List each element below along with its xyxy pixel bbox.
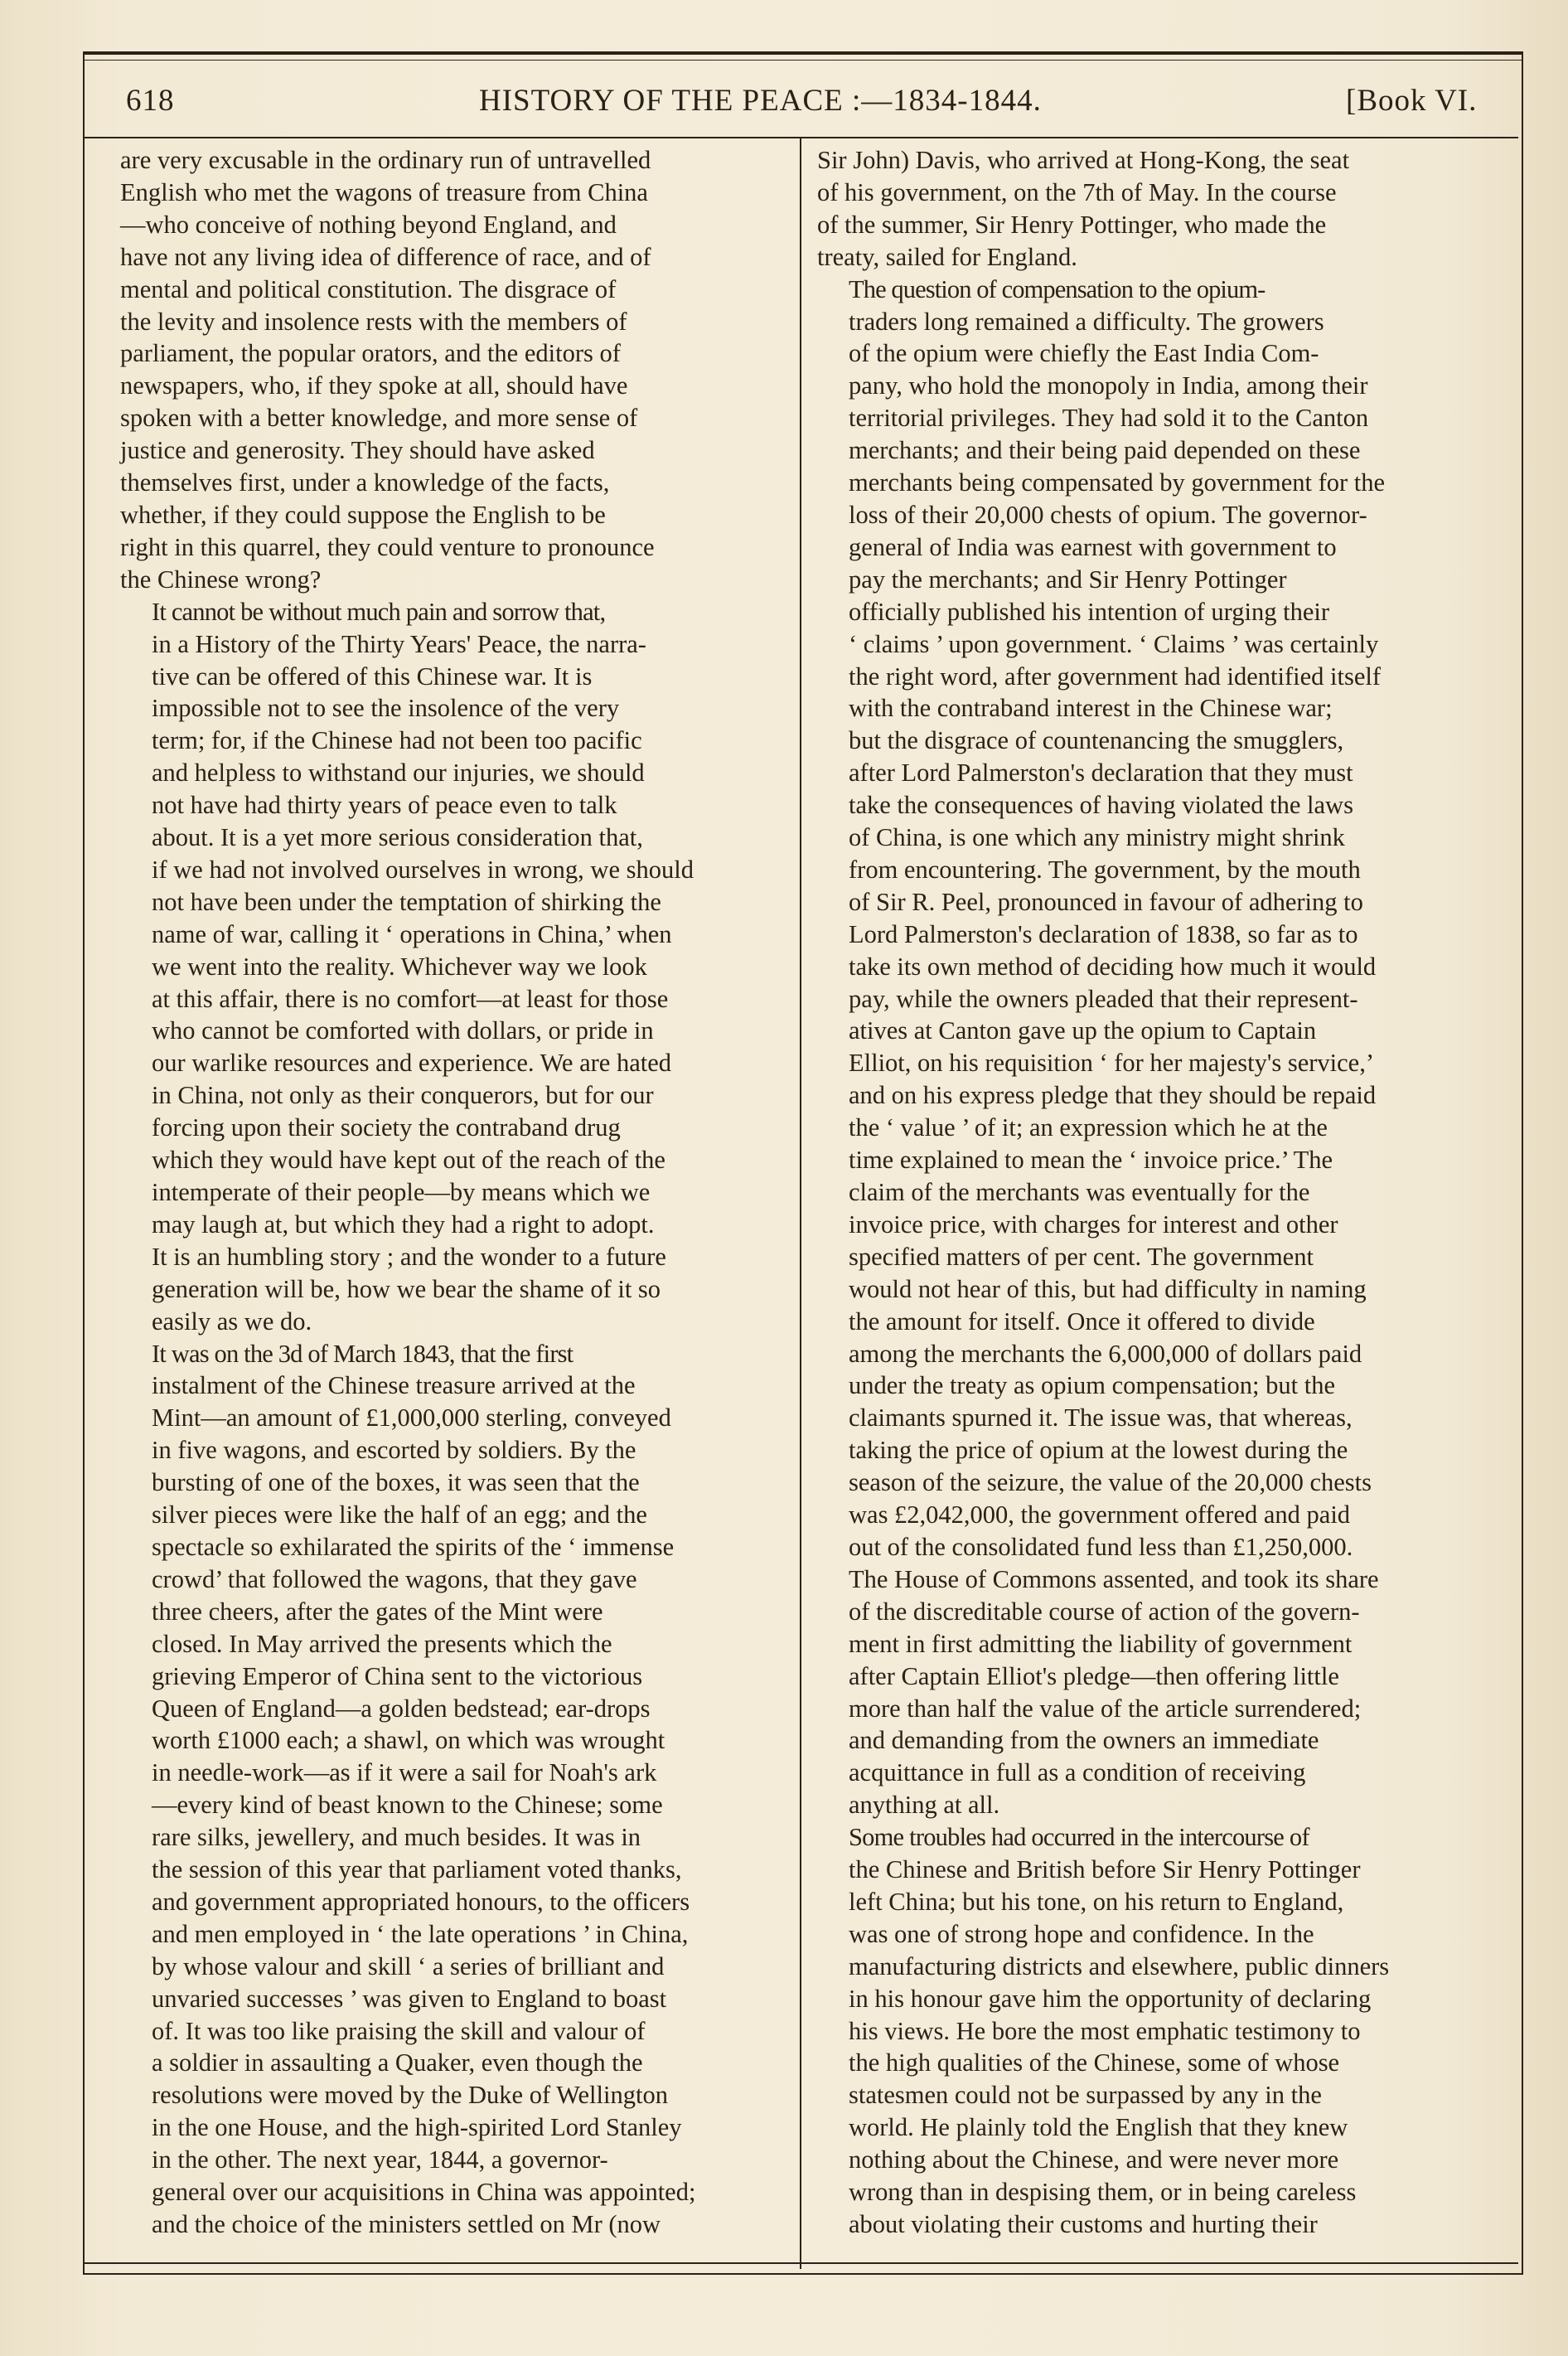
text-line: a soldier in assaulting a Quaker, even though the bbox=[152, 2048, 643, 2077]
text-line: bursting of one of the boxes, it was seen that the bbox=[152, 1468, 640, 1497]
right-column bbox=[817, 144, 1477, 2241]
text-line: treaty, sailed for England. bbox=[817, 242, 1077, 271]
text-line: and men employed in ‘ the late operations ’ in China, bbox=[152, 1919, 689, 1948]
paragraph bbox=[817, 274, 1477, 1822]
left-column bbox=[120, 144, 780, 2241]
text-line: season of the seizure, the value of the 20,000 chests bbox=[849, 1468, 1372, 1497]
text-line: at this affair, there is no comfort—at least for those bbox=[152, 984, 669, 1013]
text-line: rare silks, jewellery, and much besides. It was in bbox=[152, 1823, 641, 1852]
text-line: general over our acquisitions in China was appointed; bbox=[152, 2178, 696, 2207]
text-line: officially published his intention of urging their bbox=[849, 597, 1329, 626]
text-line: intemperate of their people—by means which we bbox=[152, 1178, 651, 1206]
text-line: tive can be offered of this Chinese war. It is bbox=[152, 662, 593, 691]
text-line: in needle-work—as if it were a sail for Noah's ark bbox=[152, 1758, 657, 1787]
text-line: about. It is a yet more serious consideration that, bbox=[152, 823, 643, 852]
text-line: of Sir R. Peel, pronounced in favour of adhering to bbox=[849, 887, 1363, 916]
text-line: mental and political constitution. The disgrace of bbox=[120, 274, 617, 303]
paragraph bbox=[120, 1338, 780, 2241]
paragraph bbox=[817, 1821, 1477, 2241]
text-line: wrong than in despising them, or in being careless bbox=[849, 2178, 1357, 2207]
text-line: English who met the wagons of treasure from China bbox=[120, 177, 648, 206]
text-line: under the treaty as opium compensation; but the bbox=[849, 1371, 1335, 1400]
text-line: out of the consolidated fund less than £1,250,000. bbox=[849, 1532, 1353, 1561]
text-line: the levity and insolence rests with the members of bbox=[120, 307, 627, 336]
text-line: the amount for itself. Once it offered to divide bbox=[849, 1306, 1315, 1336]
text-line: more than half the value of the article surrendered; bbox=[849, 1694, 1362, 1723]
text-line: and demanding from the owners an immediate bbox=[849, 1726, 1319, 1755]
running-header bbox=[88, 83, 1510, 133]
text-line: ment in first admitting the liability of government bbox=[849, 1629, 1353, 1658]
text-line: after Captain Elliot's pledge—then offering little bbox=[849, 1661, 1339, 1690]
text-line: manufacturing districts and elsewhere, public dinners bbox=[849, 1951, 1390, 1980]
text-line: his views. He bore the most emphatic testimony to bbox=[849, 2016, 1361, 2045]
text-line: general of India was earnest with government to bbox=[849, 532, 1337, 561]
text-line: not have been under the temptation of shirking the bbox=[152, 887, 661, 916]
text-line: was one of strong hope and confidence. In the bbox=[849, 1919, 1314, 1948]
text-line: newspapers, who, if they spoke at all, should have bbox=[120, 371, 628, 400]
text-line: nothing about the Chinese, and were never more bbox=[849, 2145, 1339, 2174]
text-line: easily as we do. bbox=[152, 1306, 312, 1336]
text-line: of the opium were chiefly the East India Com- bbox=[849, 339, 1319, 368]
text-line: we went into the reality. Whichever way we look bbox=[152, 952, 647, 981]
text-line: Lord Palmerston's declaration of 1838, so far as to bbox=[849, 919, 1358, 948]
text-line: The question of compensation to the opium- bbox=[849, 274, 1266, 303]
text-line: crowd’ that followed the wagons, that they gave bbox=[152, 1564, 637, 1593]
text-line: and helpless to withstand our injuries, we should bbox=[152, 759, 645, 788]
running-title: HISTORY OF THE PEACE :—1834-1844. bbox=[479, 84, 1042, 118]
text-line: It cannot be without much pain and sorrow that, bbox=[152, 597, 606, 626]
text-line: in five wagons, and escorted by soldiers. By the bbox=[152, 1436, 636, 1465]
text-line: grieving Emperor of China sent to the victorious bbox=[152, 1661, 643, 1690]
text-line: the ‘ value ’ of it; an expression which he at the bbox=[849, 1113, 1328, 1142]
text-line: worth £1000 each; a shawl, on which was wrought bbox=[152, 1726, 665, 1755]
text-line: instalment of the Chinese treasure arrived at the bbox=[152, 1371, 636, 1400]
text-line: not have had thirty years of peace even to talk bbox=[152, 791, 617, 820]
text-line: of the summer, Sir Henry Pottinger, who made the bbox=[817, 210, 1327, 239]
text-line: with the contraband interest in the Chinese war; bbox=[849, 694, 1333, 723]
text-line: Sir John) Davis, who arrived at Hong-Kong, the seat bbox=[817, 146, 1350, 174]
text-line: the high qualities of the Chinese, some of whose bbox=[849, 2048, 1340, 2077]
text-line: three cheers, after the gates of the Mint were bbox=[152, 1597, 603, 1626]
text-line: anything at all. bbox=[849, 1791, 1000, 1820]
paragraph bbox=[120, 596, 780, 1338]
text-line: take the consequences of having violated the laws bbox=[849, 791, 1353, 820]
text-line: time explained to mean the ‘ invoice price.’ The bbox=[849, 1146, 1333, 1175]
text-line: from encountering. The government, by the mouth bbox=[849, 855, 1361, 884]
text-line: specified matters of per cent. The government bbox=[849, 1242, 1314, 1271]
text-line: take its own method of deciding how much it would bbox=[849, 952, 1377, 981]
text-line: of China, is one which any ministry might shrink bbox=[849, 823, 1345, 852]
text-line: pay, while the owners pleaded that their represent- bbox=[849, 984, 1358, 1013]
text-line: about violating their customs and hurting their bbox=[849, 2210, 1318, 2238]
text-line: ‘ claims ’ upon government. ‘ Claims ’ was certainly bbox=[849, 629, 1379, 658]
text-line: if we had not involved ourselves in wrong, we should bbox=[152, 855, 694, 884]
book-label: [Book VI. bbox=[1346, 84, 1478, 118]
text-line: the Chinese wrong? bbox=[120, 565, 322, 594]
text-line: pany, who hold the monopoly in India, among their bbox=[849, 371, 1368, 400]
text-line: Queen of England—a golden bedstead; ear-drops bbox=[152, 1694, 651, 1723]
text-line: in a History of the Thirty Years' Peace, the narra- bbox=[152, 629, 646, 658]
text-line: forcing upon their society the contraband drug bbox=[152, 1113, 621, 1142]
text-line: loss of their 20,000 chests of opium. The governor- bbox=[849, 500, 1367, 529]
text-line: Some troubles had occurred in the intercourse of bbox=[849, 1823, 1309, 1852]
paragraph bbox=[120, 144, 780, 596]
text-line: among the merchants the 6,000,000 of dollars paid bbox=[849, 1339, 1362, 1368]
text-line: Elliot, on his requisition ‘ for her majesty's service,’ bbox=[849, 1049, 1374, 1078]
text-line: Mint—an amount of £1,000,000 sterling, conveyed bbox=[152, 1403, 671, 1433]
bottom-rule bbox=[85, 2262, 1518, 2264]
text-line: claimants spurned it. The issue was, that whereas, bbox=[849, 1403, 1353, 1433]
text-line: justice and generosity. They should have asked bbox=[120, 436, 595, 465]
text-line: after Lord Palmerston's declaration that they must bbox=[849, 759, 1353, 788]
text-line: which they would have kept out of the reach of the bbox=[152, 1146, 665, 1175]
text-line: and the choice of the ministers settled on Mr (now bbox=[152, 2210, 661, 2238]
text-line: of. It was too like praising the skill and valour of bbox=[152, 2016, 646, 2045]
text-line: unvaried successes ’ was given to England to boast bbox=[152, 1984, 667, 2013]
text-line: resolutions were moved by the Duke of Wellington bbox=[152, 2081, 668, 2110]
text-line: the right word, after government had identified itself bbox=[849, 662, 1381, 691]
text-line: claim of the merchants was eventually for the bbox=[849, 1178, 1310, 1206]
text-line: our warlike resources and experience. We are hated bbox=[152, 1049, 671, 1078]
text-line: but the disgrace of countenancing the smugglers, bbox=[849, 726, 1344, 755]
text-line: territorial privileges. They had sold it to the Canton bbox=[849, 404, 1369, 433]
text-line: themselves first, under a knowledge of the facts, bbox=[120, 468, 610, 497]
text-line: generation will be, how we bear the shame of it so bbox=[152, 1274, 661, 1303]
text-line: traders long remained a difficulty. The growers bbox=[849, 307, 1324, 336]
text-line: have not any living idea of difference of race, and of bbox=[120, 242, 651, 271]
text-line: silver pieces were like the half of an egg; and the bbox=[152, 1500, 647, 1529]
text-line: the session of this year that parliament voted thanks, bbox=[152, 1855, 682, 1884]
text-line: atives at Canton gave up the opium to Captain bbox=[849, 1016, 1317, 1045]
text-line: by whose valour and skill ‘ a series of brilliant and bbox=[152, 1951, 665, 1980]
text-line: —who conceive of nothing beyond England, and bbox=[120, 210, 617, 239]
text-line: who cannot be comforted with dollars, or pride in bbox=[152, 1016, 654, 1045]
text-line: spoken with a better knowledge, and more sense of bbox=[120, 404, 638, 433]
text-line: of the discreditable course of action of the govern- bbox=[849, 1597, 1360, 1626]
text-line: closed. In May arrived the presents which the bbox=[152, 1629, 612, 1658]
text-line: would not hear of this, but had difficulty in naming bbox=[849, 1274, 1367, 1303]
text-line: are very excusable in the ordinary run of untravelled bbox=[120, 146, 651, 174]
text-line: pay the merchants; and Sir Henry Pottinger bbox=[849, 565, 1287, 594]
text-line: —every kind of beast known to the Chinese; some bbox=[152, 1791, 663, 1820]
text-line: whether, if they could suppose the English to be bbox=[120, 500, 606, 529]
header-rule bbox=[85, 137, 1518, 138]
text-line: of his government, on the 7th of May. In the course bbox=[817, 177, 1337, 206]
text-line: taking the price of opium at the lowest during the bbox=[849, 1436, 1348, 1465]
text-line: The House of Commons assented, and took its share bbox=[849, 1564, 1379, 1593]
text-line: name of war, calling it ‘ operations in China,’ when bbox=[152, 919, 672, 948]
text-line: in the one House, and the high-spirited Lord Stanley bbox=[152, 2113, 682, 2142]
text-line: world. He plainly told the English that they knew bbox=[849, 2113, 1348, 2142]
text-line: It is an humbling story ; and the wonder to a future bbox=[152, 1242, 666, 1271]
text-line: right in this quarrel, they could venture to pronounce bbox=[120, 532, 655, 561]
text-line: impossible not to see the insolence of the very bbox=[152, 694, 620, 723]
text-line: acquittance in full as a condition of receiving bbox=[849, 1758, 1306, 1787]
text-line: and government appropriated honours, to the officers bbox=[152, 1887, 690, 1916]
text-line: merchants; and their being paid depended on these bbox=[849, 436, 1361, 465]
page-number: 618 bbox=[126, 84, 175, 118]
text-line: spectacle so exhilarated the spirits of the ‘ immense bbox=[152, 1532, 675, 1561]
column-divider bbox=[800, 138, 801, 2269]
text-line: in the other. The next year, 1844, a governor- bbox=[152, 2145, 608, 2174]
text-line: term; for, if the Chinese had not been too pacific bbox=[152, 726, 642, 755]
text-line: left China; but his tone, on his return to England, bbox=[849, 1887, 1344, 1916]
text-line: statesmen could not be surpassed by any in the bbox=[849, 2081, 1322, 2110]
text-line: parliament, the popular orators, and the editors of bbox=[120, 339, 621, 368]
text-line: was £2,042,000, the government offered and paid bbox=[849, 1500, 1351, 1529]
text-line: It was on the 3d of March 1843, that the first bbox=[152, 1339, 573, 1368]
paragraph bbox=[817, 144, 1477, 274]
text-line: may laugh at, but which they had a right to adopt. bbox=[152, 1210, 655, 1239]
text-line: in China, not only as their conquerors, but for our bbox=[152, 1081, 654, 1110]
text-line: in his honour gave him the opportunity of declaring bbox=[849, 1984, 1372, 2013]
text-line: and on his express pledge that they should be repaid bbox=[849, 1081, 1377, 1110]
text-line: invoice price, with charges for interest and other bbox=[849, 1210, 1338, 1239]
text-line: the Chinese and British before Sir Henry Pottinger bbox=[849, 1855, 1361, 1884]
text-line: merchants being compensated by government for the bbox=[849, 468, 1386, 497]
